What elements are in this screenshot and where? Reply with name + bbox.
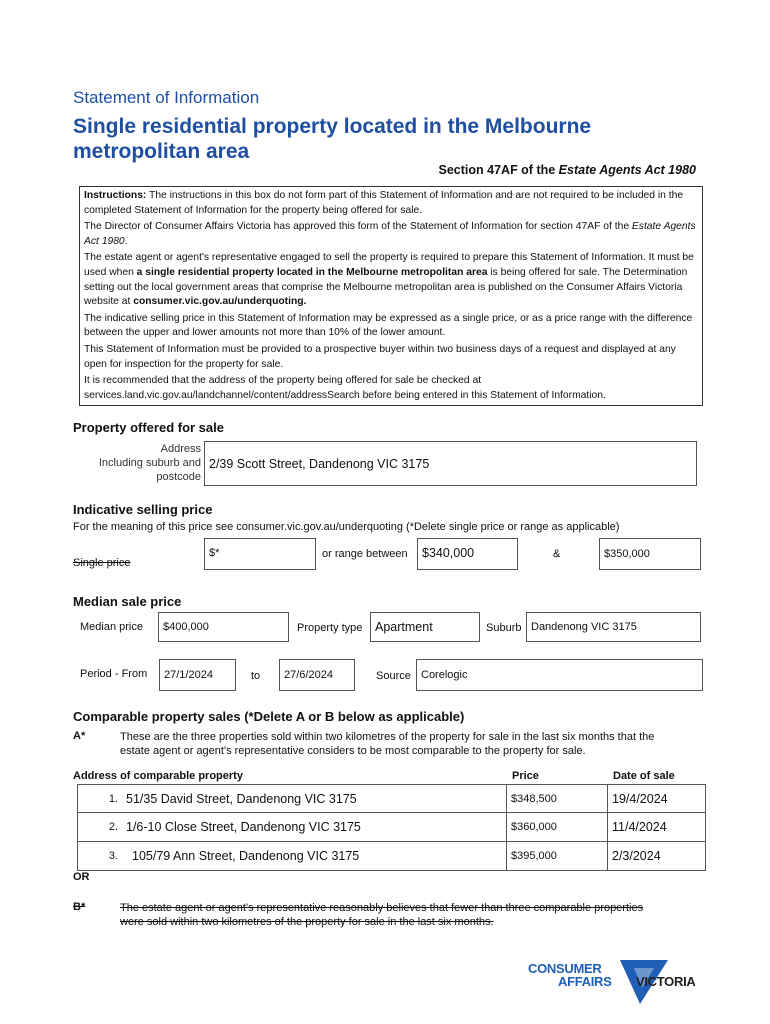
source-label: Source [376, 670, 411, 682]
title-line-1: Single residential property located in the Melbourne [73, 115, 592, 138]
indicative-note: For the meaning of this price see consumer.vic.gov.au/underquoting (*Delete single price or range as applicable) [73, 521, 620, 533]
instructions-box: Instructions: The instructions in this box do not form part of this Statement of Information and are not required to be included in the completed Statement of Information for the property being offered for sale. The Director of Consumer Affairs Victoria has approved this form of the Statement of Information for section 47AF of the Estate Agents Act 1980. The estate agent or agent's representative engaged to sell the property is required to prepare this Statement of Information. It must be used when a single residential property located in the Melbourne metropolitan area is being offered for sale. The Determination setting out the local government areas that comprise the Melbourne metropolitan area is published on the Consumer Affairs Victoria website at consumer.vic.gov.au/underquoting. The indicative selling price in this Statement of Information may be expressed as a single price, or as a price range with the difference between the upper and lower amounts not more than 10% of the lower amount. This Statement of Information must be provided to a prospective buyer within two business days of a request and displayed at any open for inspection for the property for sale. It is recommended that the address of the property being offered for sale be checked at services.land.vic.gov.au/landchannel/content/addressSearch before being entered in this Statement of Information. [79, 186, 703, 406]
comparable-price-cell[interactable]: $360,000 [506, 813, 607, 842]
col-header-price: Price [512, 770, 539, 782]
col-header-date: Date of sale [613, 770, 675, 782]
comparable-address-cell[interactable]: 1. 51/35 David Street, Dandenong VIC 3175 [77, 784, 506, 813]
comparable-address-cell[interactable]: 2. 1/6-10 Close Street, Dandenong VIC 3175 [77, 813, 506, 842]
comparable-address-cell[interactable]: 3. 105/79 Ann Street, Dandenong VIC 3175 [77, 842, 506, 871]
option-a-text: These are the three properties sold within two kilometres of the property for sale in the last six months that the estate agent or agent's representative considers to be most comparable to the property for sale. [120, 731, 655, 757]
comparable-section-title: Comparable property sales (*Delete A or B below as applicable) [73, 709, 465, 724]
form-subtitle: Statement of Information [73, 88, 260, 107]
indicative-section-title: Indicative selling price [73, 502, 213, 517]
median-price-label: Median price [80, 621, 143, 633]
logo-line-consumer: CONSUMER [528, 961, 602, 976]
page-title [73, 114, 713, 164]
comparable-date-cell[interactable]: 11/4/2024 [607, 813, 706, 842]
or-separator: OR [73, 871, 90, 883]
median-price-field[interactable]: $400,000 [158, 612, 289, 642]
table-row [77, 842, 706, 871]
period-to-label: to [251, 670, 261, 682]
option-a-label: A* [73, 730, 86, 742]
period-to-field[interactable]: 27/6/2024 [279, 659, 355, 691]
suburb-field[interactable]: Dandenong VIC 3175 [526, 612, 701, 642]
comparable-date-cell[interactable]: 2/3/2024 [607, 842, 706, 871]
single-price-field[interactable]: $* [204, 538, 316, 570]
consumer-affairs-victoria-logo [528, 958, 704, 1006]
suburb-label: Suburb [486, 622, 522, 634]
logo-line-victoria: VICTORIA [636, 974, 696, 989]
range-high-field[interactable]: $350,000 [599, 538, 701, 570]
property-address-field[interactable]: 2/39 Scott Street, Dandenong VIC 3175 [204, 441, 697, 486]
option-b-label: B* [73, 901, 86, 913]
address-label: Address Including suburb and postcode [98, 443, 201, 483]
col-header-address: Address of comparable property [73, 770, 243, 782]
comparable-price-cell[interactable]: $348,500 [506, 784, 607, 813]
table-row [77, 813, 706, 842]
range-ampersand: & [553, 548, 561, 560]
comparable-price-cell[interactable]: $395,000 [506, 842, 607, 871]
logo-line-affairs: AFFAIRS [558, 974, 612, 989]
range-label: or range between [322, 548, 408, 560]
median-section-title: Median sale price [73, 594, 182, 609]
property-type-field[interactable]: Apartment [370, 612, 480, 642]
source-field[interactable]: Corelogic [416, 659, 703, 691]
single-price-label: Single price [73, 557, 131, 569]
period-from-field[interactable]: 27/1/2024 [159, 659, 236, 691]
property-section-title: Property offered for sale [73, 420, 224, 435]
title-line-2: metropolitan area [73, 140, 250, 163]
comparable-table [77, 784, 706, 871]
property-type-label: Property type [297, 622, 363, 634]
section-reference: Section 47AF of the Estate Agents Act 1980 [438, 163, 696, 177]
table-row [77, 784, 706, 813]
option-b-text: The estate agent or agent's representative reasonably believes that fewer than three comparable properties were sold within two kilometres of the property for sale in the last six months. [120, 902, 644, 928]
period-from-label: Period - From [80, 668, 148, 680]
comparable-date-cell[interactable]: 19/4/2024 [607, 784, 706, 813]
range-low-field[interactable]: $340,000 [417, 538, 518, 570]
